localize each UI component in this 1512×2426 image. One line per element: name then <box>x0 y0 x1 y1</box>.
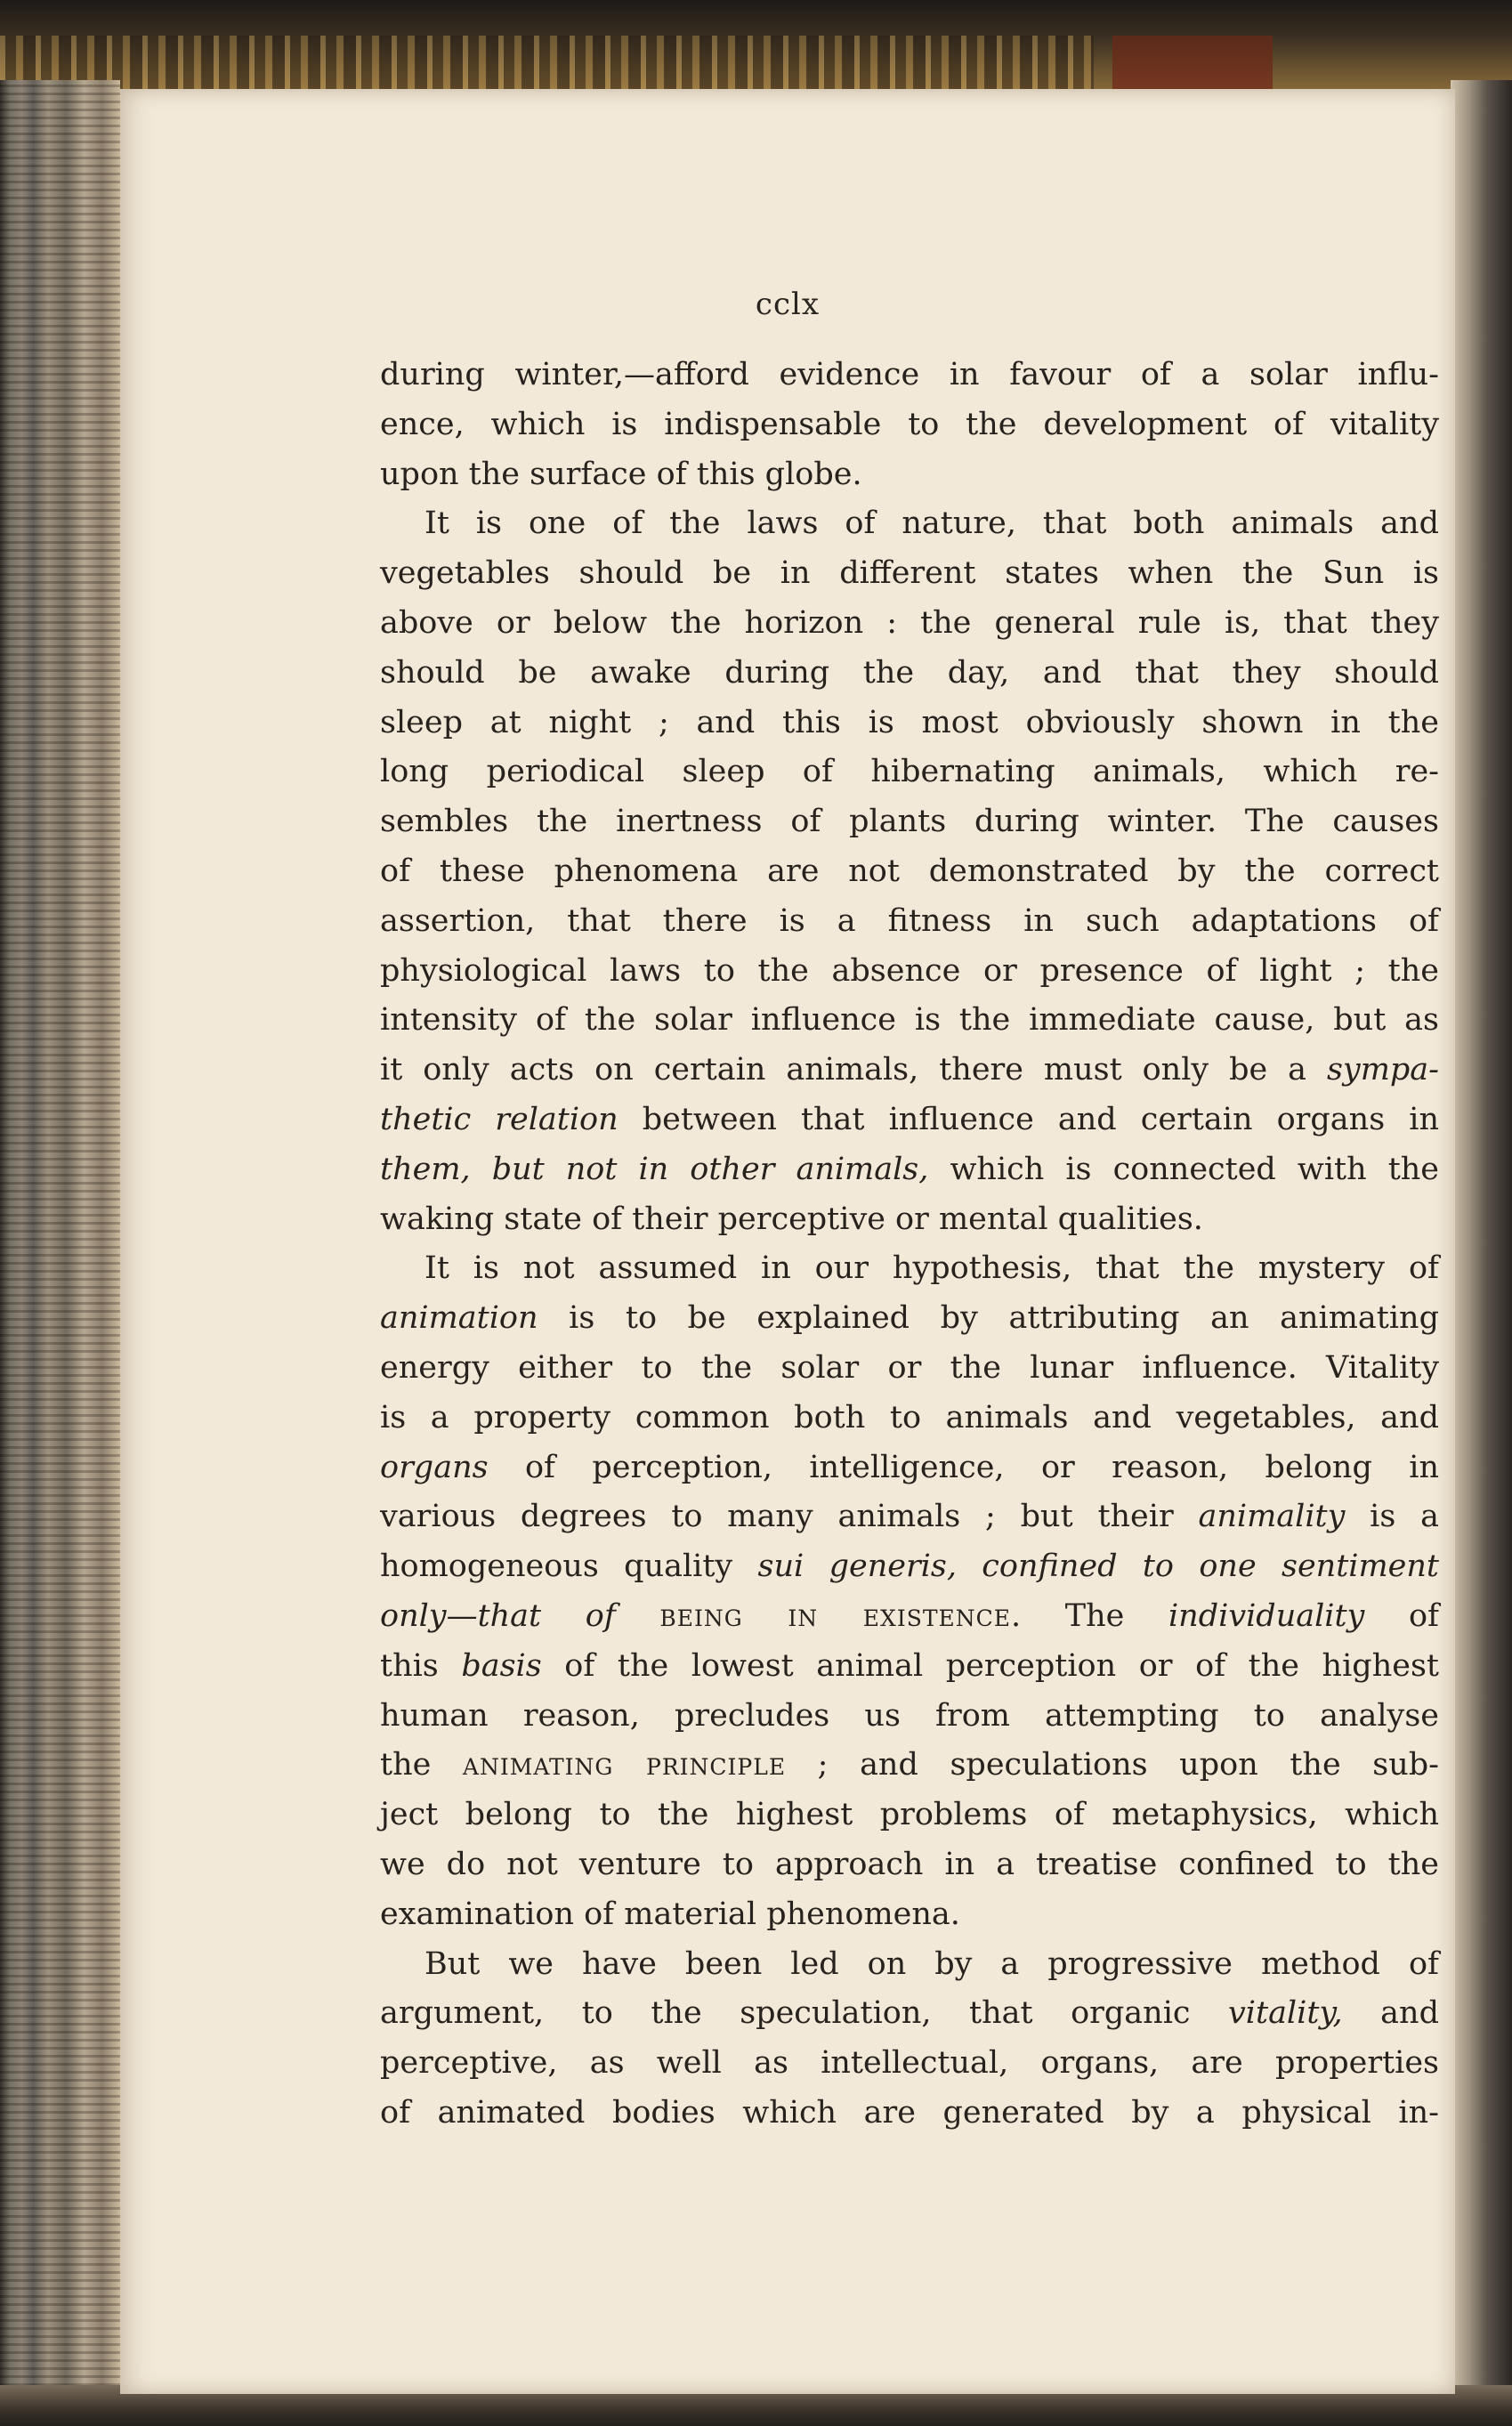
text-run: is a property common both to animals and vegetables, and <box>380 1399 1439 1435</box>
text-run: It is not assumed in our hypothesis, that the mystery of <box>424 1250 1439 1287</box>
text-line <box>380 1542 1439 1592</box>
text-run: energy either to the solar or the lunar influence. Vitality <box>380 1349 1439 1386</box>
text-run: this <box>380 1647 462 1684</box>
book-page <box>120 89 1455 2394</box>
text-line <box>380 1940 1439 1990</box>
text-run: of animated bodies which are generated by a physical in- <box>380 2094 1439 2131</box>
text-line <box>380 1890 1439 1940</box>
text-line <box>380 1145 1439 1195</box>
italic-text: animation <box>380 1300 538 1337</box>
text-run: . The <box>1011 1597 1168 1634</box>
text-line <box>380 996 1439 1046</box>
text-run: of <box>1364 1597 1439 1634</box>
text-run: various degrees to many animals ; but their <box>380 1499 1199 1535</box>
italic-text: organs <box>380 1449 489 1485</box>
text-run: waking state of their perceptive or mental qualities. <box>380 1201 1203 1237</box>
text-run: human reason, precludes us from attempting to analyse <box>380 1697 1439 1734</box>
text-line <box>380 1492 1439 1542</box>
text-line <box>380 1642 1439 1692</box>
italic-text: sui generis, confined to one sentiment <box>757 1549 1439 1585</box>
text-line <box>380 649 1439 699</box>
text-line <box>380 549 1439 599</box>
text-line <box>380 351 1439 400</box>
text-run: of the lowest animal perception or of the highest <box>541 1647 1439 1684</box>
small-caps-text: animating principle <box>462 1747 787 1783</box>
text-line <box>380 1443 1439 1493</box>
text-run: upon the surface of this globe. <box>380 456 862 492</box>
text-run: assertion, that there is a fitness in such adaptations of <box>380 902 1439 939</box>
text-line <box>380 2039 1439 2089</box>
text-line <box>380 1046 1439 1096</box>
text-line <box>380 450 1439 500</box>
text-line <box>380 1840 1439 1890</box>
text-line <box>380 400 1439 450</box>
text-run: argument, to the speculation, that organic <box>380 1995 1229 2032</box>
text-run: sembles the inertness of plants during winter. The causes <box>380 804 1439 840</box>
italic-text: only—that of <box>380 1597 616 1634</box>
text-line <box>380 1394 1439 1443</box>
text-line <box>380 1294 1439 1344</box>
text-run <box>616 1598 660 1634</box>
text-run: is a <box>1345 1499 1439 1535</box>
text-line <box>380 797 1439 847</box>
text-run: and <box>1342 1995 1439 2032</box>
text-line <box>380 1592 1439 1642</box>
text-run: we do not venture to approach in a treatise confined to the <box>380 1846 1439 1882</box>
italic-text: thetic relation <box>380 1101 619 1137</box>
text-line <box>380 1244 1439 1294</box>
text-run: should be awake during the day, and that they should <box>380 654 1439 691</box>
text-run: It is one of the laws of nature, that both animals and <box>424 505 1439 542</box>
page-number: cclx <box>755 287 821 322</box>
italic-text: sympa- <box>1326 1052 1439 1088</box>
text-line <box>380 1096 1439 1145</box>
italic-text: vitality, <box>1228 1995 1343 2032</box>
body-text <box>380 351 1439 2139</box>
text-run: between that influence and certain organs in <box>618 1101 1439 1137</box>
text-line <box>380 947 1439 997</box>
book-cover-edge <box>1451 80 1512 2426</box>
text-line <box>380 2089 1439 2139</box>
text-line <box>380 1791 1439 1840</box>
text-line <box>380 1741 1439 1791</box>
text-run: perceptive, as well as intellectual, organs, are properties <box>380 2045 1439 2082</box>
marbled-page-edges <box>0 80 120 2426</box>
text-run: homogeneous quality <box>380 1549 758 1585</box>
text-run: vegetables should be in different states when the Sun is <box>380 555 1439 592</box>
book-spine-top-band <box>0 0 1512 93</box>
text-run: during winter,—afford evidence in favour of a solar influ- <box>380 357 1439 392</box>
text-run: the <box>380 1747 463 1783</box>
text-line <box>380 599 1439 649</box>
text-run: long periodical sleep of hibernating animals, which re- <box>380 754 1439 790</box>
italic-text: basis <box>461 1647 542 1684</box>
text-line <box>380 1692 1439 1742</box>
text-line <box>380 1344 1439 1394</box>
text-line <box>380 847 1439 897</box>
text-run: ence, which is indispensable to the development of vitality <box>380 406 1439 442</box>
text-line <box>380 1195 1439 1245</box>
text-run: of these phenomena are not demonstrated by the correct <box>380 853 1439 889</box>
text-run: ject belong to the highest problems of metaphysics, which <box>380 1797 1439 1833</box>
text-run: physiological laws to the absence or presence of light ; the <box>380 952 1439 989</box>
text-line <box>380 748 1439 797</box>
text-line <box>380 897 1439 947</box>
text-run: examination of material phenomena. <box>380 1896 960 1932</box>
text-line <box>380 699 1439 748</box>
italic-text: individuality <box>1168 1597 1365 1634</box>
small-caps-text: being in existence <box>659 1597 1011 1634</box>
text-line <box>380 1989 1439 2039</box>
text-run: it only acts on certain animals, there must only be a <box>380 1052 1327 1088</box>
text-run: sleep at night ; and this is most obviously shown in the <box>380 704 1439 740</box>
text-run: But we have been led on by a progressive method of <box>424 1945 1439 1982</box>
text-run: of perception, intelligence, or reason, belong in <box>488 1449 1439 1485</box>
text-run: is to be explained by attributing an animating <box>538 1300 1439 1337</box>
text-run: above or below the horizon : the general rule is, that they <box>380 604 1439 641</box>
text-line <box>380 499 1439 549</box>
text-run: intensity of the solar influence is the immediate cause, but as <box>380 1002 1439 1039</box>
italic-text: them, but not in other animals, <box>380 1151 929 1187</box>
text-run: ; and speculations upon the sub- <box>786 1747 1439 1783</box>
italic-text: animality <box>1198 1499 1346 1535</box>
text-run: which is connected with the <box>928 1151 1440 1187</box>
